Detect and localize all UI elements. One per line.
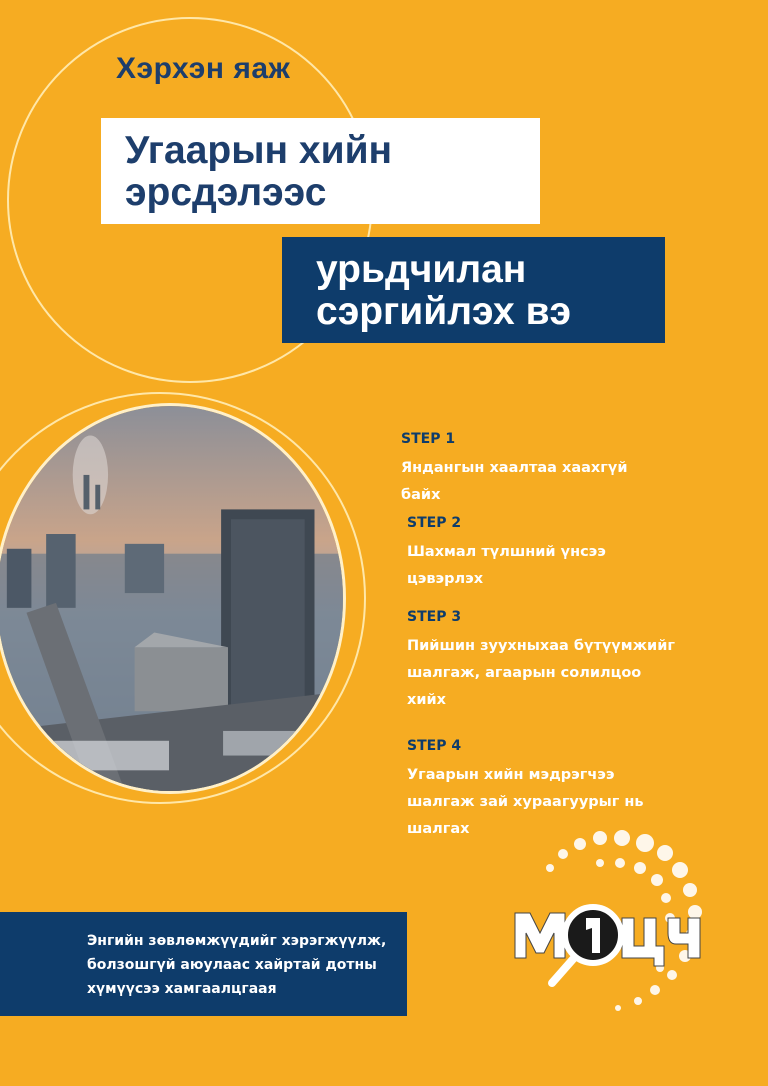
step-1-label: STEP 1 [401,431,456,447]
kicker-heading: Хэрхэн яаж [116,52,291,85]
city-smog-photo [0,403,346,794]
step-2-line-1: Шахмал түлшний үнсээ [407,544,606,560]
title-line-4: сэргийлэх вэ [316,290,572,333]
advice-line-3: хүмүүсээ хамгаалцгаая [87,981,277,997]
brand-logo [500,818,710,1028]
step-4-line-1: Угаарын хийн мэдрэгчээ [407,767,615,783]
step-2-label: STEP 2 [407,515,462,531]
title-box-blue [282,237,665,343]
step-1-line-1: Яндангын хаалтаа хаахгүй [401,460,628,476]
magnifier-icon [552,958,574,983]
step-2 [407,513,606,593]
step-4-label: STEP 4 [407,738,462,754]
advice-banner [0,912,407,1016]
step-3 [407,607,675,714]
advice-line-1: Энгийн зөвлөмжүүдийг хэрэгжүүлж, [87,933,387,949]
step-1 [401,429,627,509]
title-line-1: Угаарын хийн [125,129,393,172]
step-3-line-2: шалгаж, агаарын солилцоо [407,665,642,681]
step-1-line-2: байх [401,487,441,503]
title-line-3: урьдчилан [316,248,527,291]
step-3-line-3: хийх [407,692,447,708]
step-3-label: STEP 3 [407,609,462,625]
title-box-white [101,118,540,224]
step-4-line-2: шалгаж зай хураагуурыг нь [407,794,644,810]
step-2-line-2: цэвэрлэх [407,571,484,587]
step-3-line-1: Пийшин зуухныхаа бүтүүмжийг [407,638,675,654]
title-line-2: эрсдэлээс [125,171,327,214]
step-4-line-3: шалгах [407,821,470,837]
advice-line-2: болзошгүй аюулаас хайртай дотны [87,957,377,973]
